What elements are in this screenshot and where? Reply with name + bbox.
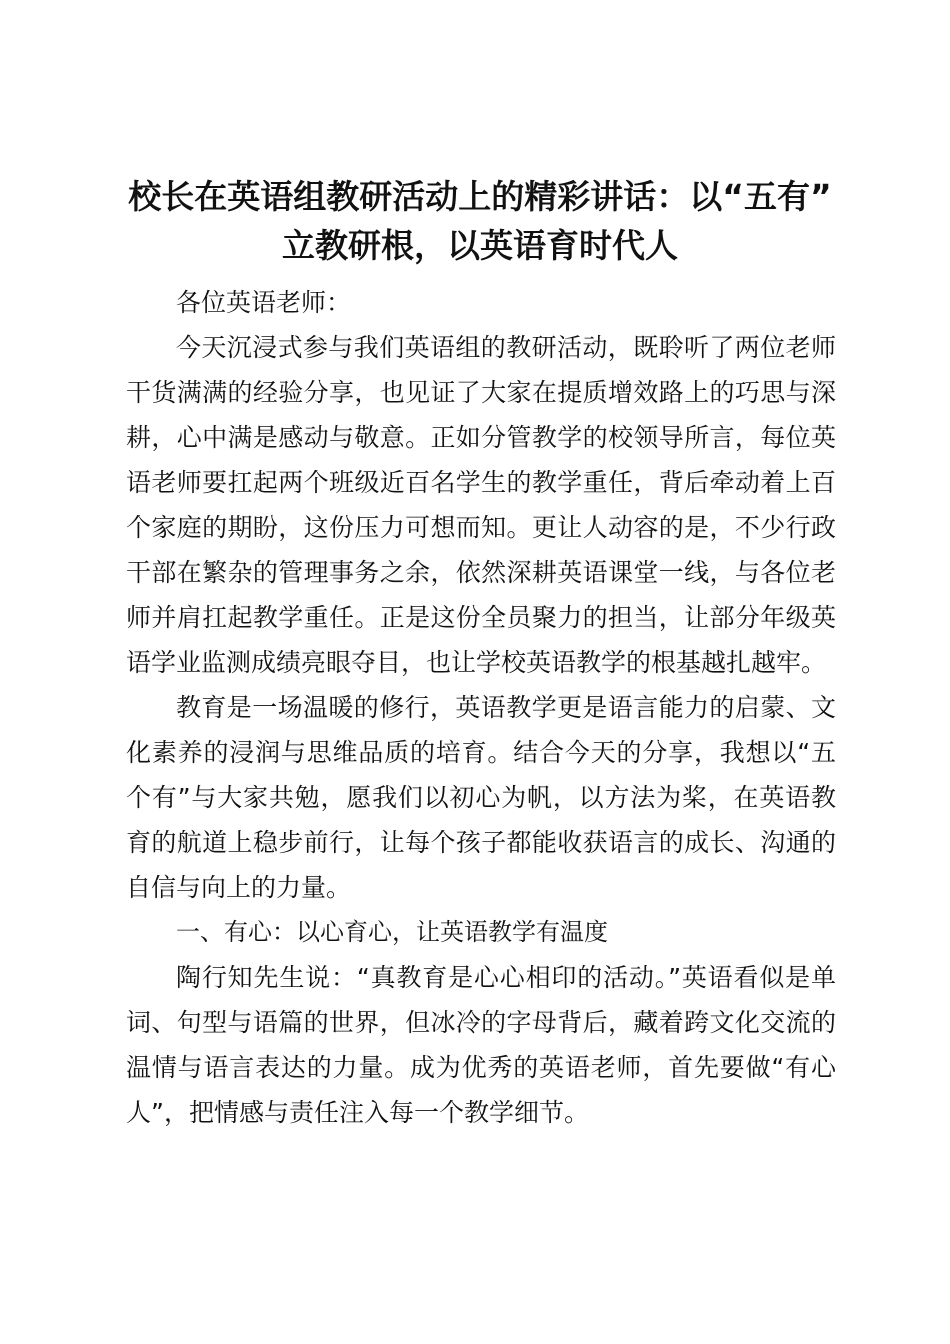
paragraph-2: 教育是一场温暖的修行，英语教学更是语言能力的启蒙、文化素养的浸润与思维品质的培育。结合今天的分享，我想以“五个有”与大家共勉，愿我们以初心为帆，以方法为桨，在英语教育的航道上稳步前行，让每个孩子都能收获语言的成长、沟通的自信与向上的力量。 [126, 693, 836, 902]
document-title: 校长在英语组教研活动上的精彩讲话：以“五有” 立教研根，以英语育时代人 [128, 177, 832, 265]
section-paragraph: 陶行知先生说：“真教育是心心相印的活动。”英语看似是单词、句型与语篇的世界，但冰冷的字母背后，藏着跨文化交流的温情与语言表达的力量。成为优秀的英语老师，首先要做“有心人”，把情感与责任注入每一个教学细节。 [126, 963, 836, 1127]
greeting: 各位英语老师： [176, 288, 352, 317]
paragraph-1: 今天沉浸式参与我们英语组的教研活动，既聆听了两位老师干货满满的经验分享，也见证了大家在提质增效路上的巧思与深耕，心中满是感动与敬意。正如分管教学的校领导所言，每位英语老师要扛起两个班级近百名学生的教学重任，背后牵动着上百个家庭的期盼，这份压力可想而知。更让人动容的是，不少行政干部在繁杂的管理事务之余，依然深耕英语课堂一线，与各位老师并肩扛起教学重任。正是这份全员聚力的担当，让部分年级英语学业监测成绩亮眼夺目，也让学校英语教学的根基越扎越牢。 [126, 333, 836, 677]
section-heading: 一、有心：以心育心，让英语教学有温度 [176, 918, 608, 946]
document-body [126, 280, 836, 1135]
